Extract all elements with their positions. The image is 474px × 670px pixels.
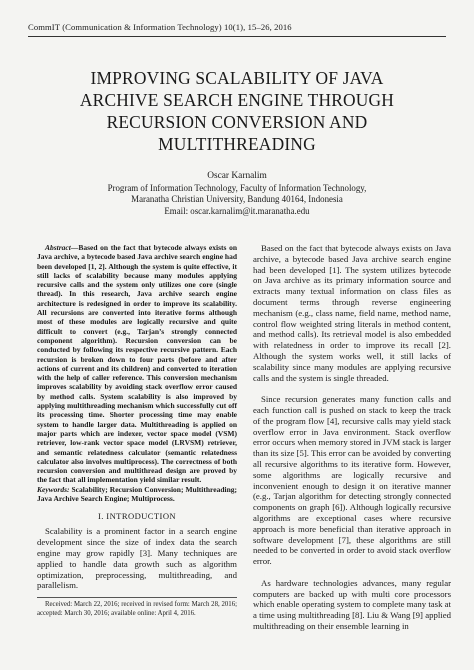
abstract-text: Based on the fact that bytecode always exists on Java archive, a bytecode based Java archive search engine had been developed [1, 2]. Although the system is quite effective, it still lacks of scalability because many modules applying recursive calls and the system only utilizes one core (single thread). In this research, Java archive search engine architecture is redesigned in order to improve its scalability. All recursions are converted into iterative forms although most of these modules are logically recursive and quite difficult to convert (e.g., Tarjan’s strongly connected component algorithm). Recursion conversion can be conducted by following its respective recursive pattern. Each recursion is broken down to four parts (before and after actions of current and its children) and converted to iteration with the help of caller reference. This conversion mechanism improves scalability by avoiding stack overflow error caused by method calls. System scalability is also improved by applying multithreading mechanism which successfully cut off its processing time. Shorter processing time may enable system to handle larger data. Multithreading is applied on major parts which are indexer, vector space model (VSM) retriever, low-rank vector space model (LRVSM) retriever, and semantic relatedness calculator (semantic relatedness calculator also involves multiprocess). The correctness of both recursion conversion and multithread design are proved by the fact that all implementation yield similar result. (37, 243, 237, 485)
author-block (30, 171, 444, 217)
received-footnote: Received: March 22, 2016; received in revised form: March 28, 2016; accepted: March 30, 2016; available online: April 4, 2016. (37, 601, 237, 617)
left-column (37, 243, 237, 618)
title-line: MULTITHREADING (158, 134, 316, 154)
paper-title (30, 67, 444, 155)
keywords-text: Scalability; Recursion Conversion; Multithreading; Java Archive Search Engine; Multiprocess. (37, 484, 237, 504)
right-column (253, 243, 451, 632)
journal-header: CommIT (Communication & Information Technology) 10(1), 15–26, 2016 (28, 22, 292, 32)
affiliation-line: Maranatha Christian University, Bandung 40164, Indonesia (131, 194, 343, 205)
body-paragraph: Based on the fact that bytecode always exists on Java archive, a bytecode based Java archive search engine had been developed [1]. The system utilizes bytecode on Java archive as its primary information source and extracts many textual information on class files as document terms through reverse engineering mechanism (e.g., class name, field name, method name, control flow weighted string literals in method content, and method calls). Its retrieval model is also embedded with relatedness in order to improve its recall [2]. Although the system works well, it still lacks of scalability since many modules are applying recursive calls and the system is single threaded. (253, 243, 451, 383)
keywords (37, 485, 237, 504)
section-heading: I. INTRODUCTION (97, 511, 177, 522)
abstract-lead: Abstract— (45, 243, 79, 252)
header-rule (28, 36, 446, 37)
title-line: RECURSION CONVERSION AND (106, 112, 368, 132)
title-line: ARCHIVE SEARCH ENGINE THROUGH (79, 90, 395, 110)
author-name: Oscar Karnalim (207, 171, 267, 181)
footnote-rule (37, 597, 237, 598)
affiliation-line: Program of Information Technology, Faculty of Information Technology, (107, 182, 367, 193)
body-paragraph: As hardware technologies advances, many regular computers are backed up with multi core processors which enable operating system to complete many task at a time using multithreading [8]. Liu & Wang [9] applied multithreading on their ensemble learning in (253, 577, 451, 631)
abstract (37, 243, 237, 485)
intro-paragraph: Scalability is a prominent factor in a search engine development since the size of index data the search engine may grow rapidly [3]. Many techniques are applied to handle data growth such as algorithm optimization, preprocessing, multithreading, and parallelism. (37, 526, 237, 591)
title-line: IMPROVING SCALABILITY OF JAVA (90, 68, 384, 88)
body-paragraph: Since recursion generates many function calls and each function call is pushed on stack to keep the track of the program flow [4], recursive calls may yield stack overflow error in Java environment. Stack overflow error occurs when memory stored in JVM stack is larger than its size [5]. This error can be avoided by converting all recursive algorithms to its iterative form. However, some algorithms are logically recursive and inconvenient enough to design it on iterative manner (e.g., Tarjan algorithm for detecting strongly connected components on graph [6]). Although logically recursive algorithms are exceptional cases where recursive approach is more beneficial than iterative approach in software development [7], these algorithms are still needed to be converted in order to avoid stack overflow error. (253, 394, 451, 567)
author-email: Email: oscar.karnalim@it.maranatha.edu (164, 205, 310, 216)
keywords-lead: Keywords: (37, 484, 70, 494)
